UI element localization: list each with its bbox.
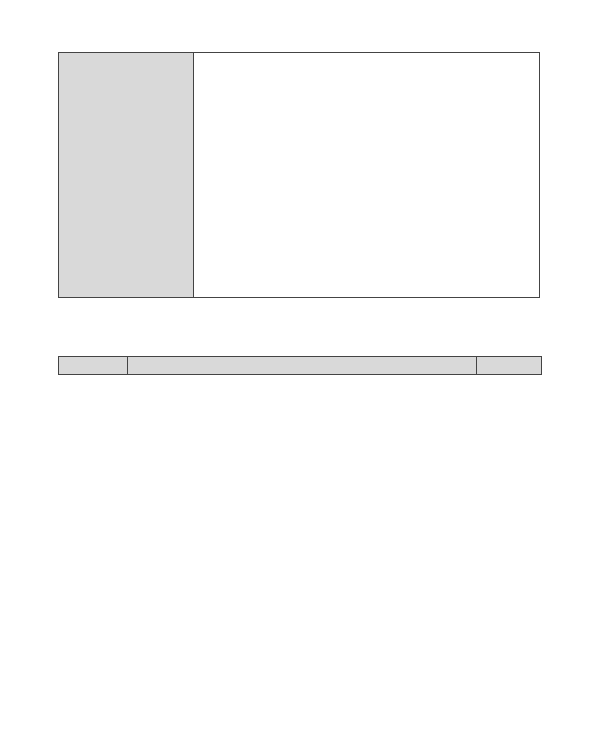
schedule-header-row (59, 357, 542, 375)
activity-table-content-cell (194, 53, 540, 298)
header-period (59, 357, 128, 375)
header-remark (477, 357, 542, 375)
activity-table-label-cell (59, 53, 194, 298)
activity-table-continued (58, 52, 540, 298)
header-content (128, 357, 477, 375)
schedule-table (58, 356, 542, 375)
